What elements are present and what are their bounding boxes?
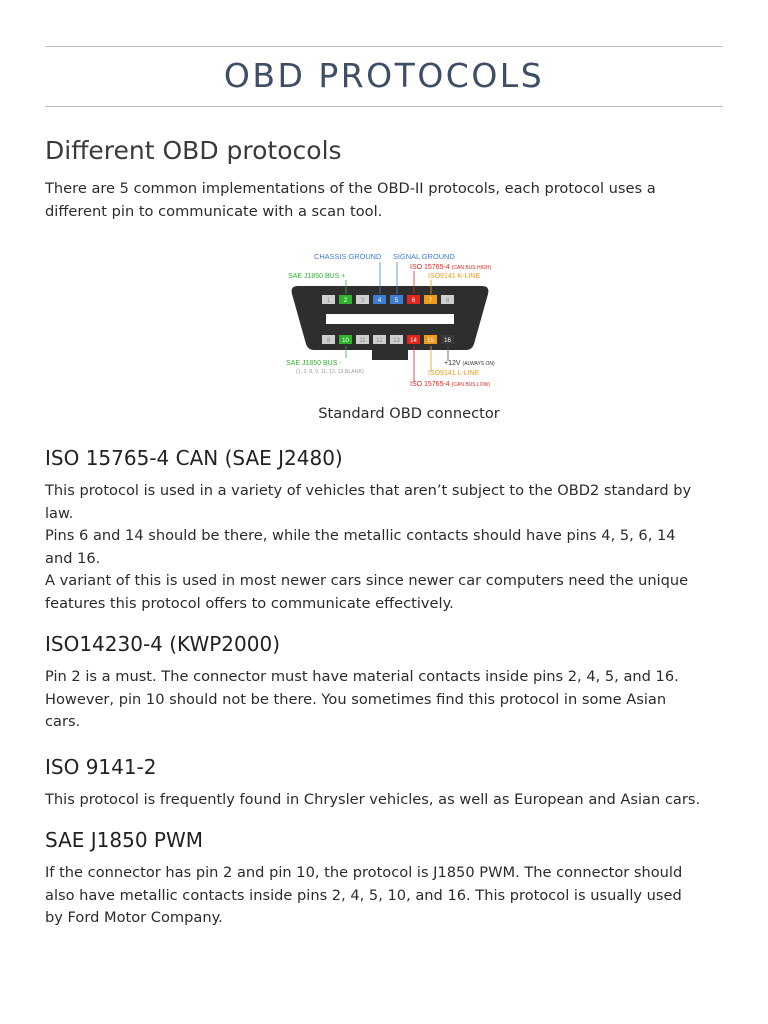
protocol-text-line: by Ford Motor Company. bbox=[45, 909, 223, 927]
protocol-text-line: A variant of this is used in most newer cars since newer car computers need the unique bbox=[45, 572, 689, 590]
pin-number-12: 12 bbox=[376, 338, 383, 344]
label-sae-bus-plus: SAE J1850 BUS + bbox=[288, 273, 346, 280]
figure-caption: Standard OBD connector bbox=[318, 405, 500, 422]
protocol-heading-sae-j1850-pwm: SAE J1850 PWM bbox=[45, 828, 203, 852]
pin-number-1: 1 bbox=[326, 298, 331, 304]
page-title: OBD PROTOCOLS bbox=[223, 56, 545, 95]
protocol-text-line: law. bbox=[45, 504, 74, 522]
iso15765-high-note: (CAN BUS HIGH) bbox=[451, 265, 492, 271]
pin-number-5: 5 bbox=[394, 298, 399, 304]
plus12v-name: +12V bbox=[444, 360, 461, 367]
label-chassis-ground: CHASSIS GROUND bbox=[314, 252, 382, 261]
protocol-heading-iso15765: ISO 15765-4 CAN (SAE J2480) bbox=[45, 446, 343, 470]
protocol-text-line: Pin 2 is a must. The connector must have material contacts inside pins 2, 4, 5, and 16. bbox=[45, 668, 679, 685]
pin-number-4: 4 bbox=[377, 298, 382, 304]
label-12v bbox=[444, 360, 495, 367]
protocol-text-line: However, pin 10 should not be there. You sometimes find this protocol in some Asian bbox=[45, 690, 667, 708]
label-iso9141-l: ISO9141 L-LINE bbox=[428, 370, 480, 377]
plus12v-note: (ALWAYS ON) bbox=[462, 361, 495, 367]
top-rule bbox=[45, 46, 723, 47]
label-iso15765-high bbox=[410, 264, 491, 271]
pin-number-6: 6 bbox=[411, 298, 416, 304]
pin-number-2: 2 bbox=[343, 298, 348, 304]
obd-connector-diagram bbox=[280, 246, 520, 394]
connector-tab bbox=[372, 350, 408, 360]
iso15765-high-name: ISO 15765-4 bbox=[410, 264, 450, 271]
label-iso15765-low bbox=[410, 381, 490, 388]
protocol-text-line: and 16. bbox=[45, 549, 101, 567]
label-blank-pins: (1, 3, 8, 9, 11, 12, 13 BLANK) bbox=[296, 369, 364, 375]
protocol-text-line: If the connector has pin 2 and pin 10, the protocol is J1850 PWM. The connector should bbox=[45, 864, 683, 881]
pin-number-15: 15 bbox=[427, 338, 434, 344]
pin-number-7: 7 bbox=[428, 298, 433, 304]
protocol-text-line: This protocol is frequently found in Chrysler vehicles, as well as European and Asian cars. bbox=[45, 791, 701, 808]
pin-number-3: 3 bbox=[360, 298, 365, 304]
protocol-text-line: cars. bbox=[45, 713, 81, 731]
pin-number-11: 11 bbox=[359, 338, 366, 344]
iso15765-low-name: ISO 15765-4 bbox=[410, 381, 450, 388]
pin-number-9: 9 bbox=[326, 338, 331, 344]
pin-number-14: 14 bbox=[410, 338, 417, 344]
section-heading: Different OBD protocols bbox=[45, 136, 342, 165]
protocol-text-line: also have metallic contacts inside pins 2, 4, 5, 10, and 16. This protocol is usually used bbox=[45, 886, 682, 904]
pin-number-16: 16 bbox=[444, 338, 451, 344]
iso15765-low-note: (CAN BUS LOW) bbox=[451, 382, 491, 388]
pin-number-13: 13 bbox=[393, 338, 400, 344]
protocol-heading-iso9141: ISO 9141-2 bbox=[45, 755, 157, 779]
label-iso9141-k: ISO9141 K-LINE bbox=[428, 273, 481, 280]
label-sae-bus-minus: SAE J1850 BUS - bbox=[286, 360, 342, 367]
intro-paragraph: There are 5 common implementations of the OBD-II protocols, each protocol uses a different pin to communicate with a scan tool. bbox=[45, 180, 656, 220]
label-signal-ground: SIGNAL GROUND bbox=[393, 252, 455, 261]
protocol-heading-iso14230: ISO14230-4 (KWP2000) bbox=[45, 632, 280, 656]
protocol-text-line: This protocol is used in a variety of vehicles that aren’t subject to the OBD2 standard by bbox=[45, 482, 692, 499]
protocol-text-line: Pins 6 and 14 should be there, while the metallic contacts should have pins 4, 5, 6, 14 bbox=[45, 527, 676, 545]
pin-number-10: 10 bbox=[342, 338, 349, 344]
connector-slot bbox=[326, 314, 454, 324]
protocol-text-line: features this protocol offers to communicate effectively. bbox=[45, 595, 454, 612]
title-rule bbox=[45, 106, 723, 107]
pin-number-8: 8 bbox=[445, 298, 450, 304]
